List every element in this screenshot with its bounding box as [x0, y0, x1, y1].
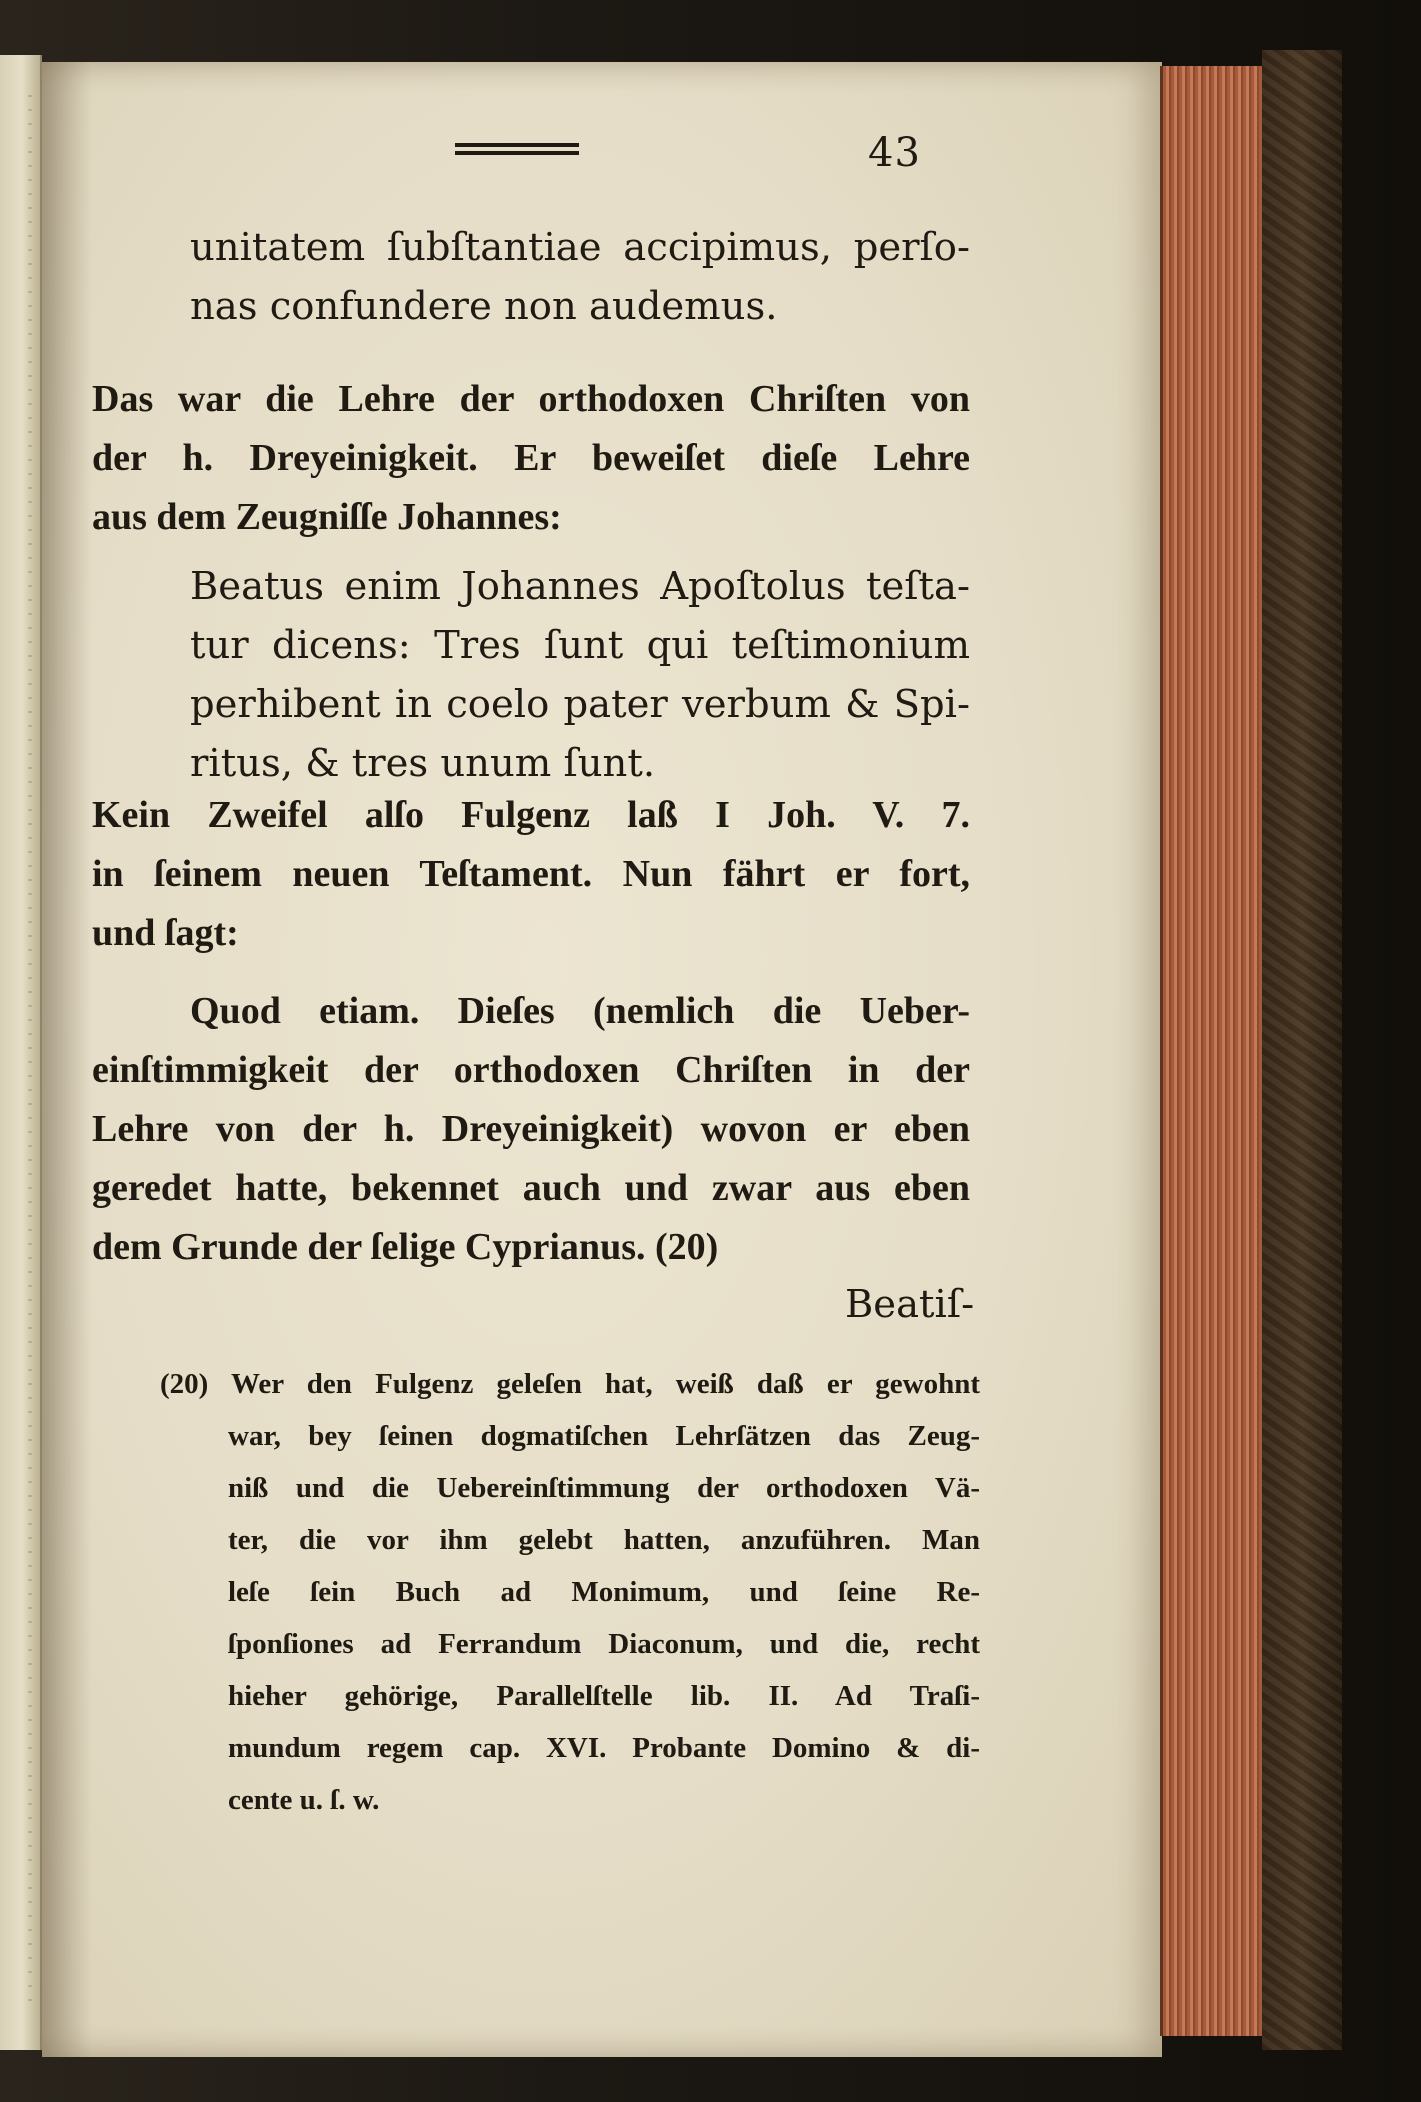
latin-top-text [190, 218, 970, 336]
footnote [160, 1358, 980, 1826]
text-line: Das war die Lehre der orthodoxen Chriſten von [92, 378, 970, 420]
text-line: Quod etiam. Dieſes (nemlich die Ueber- [190, 990, 970, 1032]
footnote-line: war, bey ſeinen dogmatiſchen Lehrſätzen das Zeug- [228, 1420, 980, 1452]
paragraph-3 [92, 982, 970, 1277]
text-line: aus dem Zeugniſſe Johannes: [92, 496, 562, 538]
footnote-line: (20) Wer den Fulgenz geleſen hat, weiß daß er gewohnt [160, 1368, 980, 1400]
footnote-line: mundum regem cap. XVI. Probante Domino & di- [228, 1732, 980, 1764]
latin-quote [190, 557, 970, 793]
text-line: nas confundere non audemus. [190, 284, 778, 329]
text-line: dem Grunde der ſelige Cyprianus. (20) [92, 1226, 719, 1268]
paragraph-1 [92, 370, 970, 547]
footnote-line: ſponſiones ad Ferrandum Diaconum, und die, recht [228, 1628, 980, 1660]
text-line: der h. Dreyeinigkeit. Er beweiſet dieſe Lehre [92, 437, 970, 479]
footnote-line: hieher gehörige, Parallelſtelle lib. II. Ad Traſi- [228, 1680, 980, 1712]
text-line: in ſeinem neuen Teſtament. Nun fährt er fort, [92, 853, 970, 895]
text-line: perhibent in coelo pater verbum & Spi- [190, 682, 970, 727]
text-line: tur dicens: Tres ſunt qui teſtimonium [190, 623, 970, 668]
header-rule [455, 143, 579, 159]
text-line: ritus, & tres unum ſunt. [190, 741, 656, 786]
page-number: 43 [868, 130, 921, 176]
text-line: geredet hatte, bekennet auch und zwar aus eben [92, 1167, 970, 1209]
footnote-line: cente u. ſ. w. [228, 1784, 380, 1816]
footnote-line: leſe ſein Buch ad Monimum, und ſeine Re- [228, 1576, 980, 1608]
text-line: unitatem ſubſtantiae accipimus, perſo- [190, 225, 970, 270]
text-line: einſtimmigkeit der orthodoxen Chriſten in der [92, 1049, 970, 1091]
footnote-line: ter, die vor ihm gelebt hatten, anzuführen. Man [228, 1524, 980, 1556]
text-line: und ſagt: [92, 912, 239, 954]
paragraph-2 [92, 786, 970, 963]
text-line: Beatus enim Johannes Apoſtolus teſta- [190, 564, 970, 609]
text-line: Kein Zweifel alſo Fulgenz laß I Joh. V. 7. [92, 794, 970, 836]
footnote-line: niß und die Uebereinſtimmung der orthodoxen Vä- [228, 1472, 980, 1504]
catchword: Beatiſ- [845, 1282, 975, 1327]
text-line: Lehre von der h. Dreyeinigkeit) wovon er eben [92, 1108, 970, 1150]
